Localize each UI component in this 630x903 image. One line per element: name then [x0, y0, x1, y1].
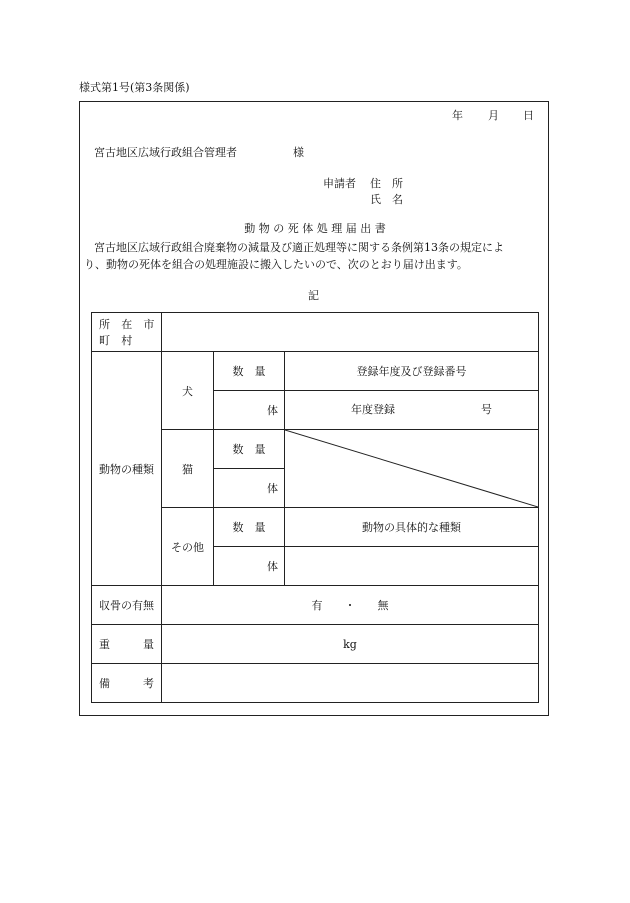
registration-year-label: 年度登録: [351, 403, 395, 416]
bone-collection-choice[interactable]: 有 ・ 無: [162, 586, 539, 625]
row-bone-collection: [92, 586, 539, 625]
registration-header: 登録年度及び登録番号: [285, 352, 539, 391]
row-municipality: [92, 313, 539, 352]
document-title: 動 物 の 死 体 処 理 届 出 書: [244, 222, 386, 235]
other-label: その他: [162, 508, 214, 586]
bone-collection-label: 収骨の有無: [92, 586, 162, 625]
weight-input[interactable]: kg: [162, 625, 539, 664]
cat-quantity-label: 数 量: [214, 430, 285, 469]
other-count-unit[interactable]: 体: [214, 547, 285, 586]
body-line-2: り、動物の死体を組合の処理施設に搬入したいので、次のとおり届け出ます。: [84, 258, 468, 271]
body-line-1: 宮古地区広域行政組合廃棄物の減量及び適正処理等に関する条例第13条の規定によ: [94, 241, 504, 254]
dog-count-unit[interactable]: 体: [214, 391, 285, 430]
diagonal-line: [285, 430, 538, 507]
row-dog-quantity: [92, 352, 539, 391]
date-year: 年: [452, 109, 463, 122]
remarks-input[interactable]: [162, 664, 539, 703]
specific-type-header: 動物の具体的な種類: [285, 508, 539, 547]
remarks-label: 備 考: [92, 664, 162, 703]
other-quantity-label: 数 量: [214, 508, 285, 547]
cat-diagonal-cell: [285, 430, 539, 508]
specific-type-input[interactable]: [285, 547, 539, 586]
date-day: 日: [523, 109, 534, 122]
row-weight: [92, 625, 539, 664]
registration-number-label: 号: [481, 403, 492, 416]
date-month: 月: [488, 109, 499, 122]
municipality-label: 所 在 市 町 村: [92, 313, 162, 352]
addressee-name: 宮古地区広域行政組合管理者: [94, 146, 237, 159]
form-number-label: 様式第1号(第3条関係): [79, 81, 190, 94]
dog-quantity-label: 数 量: [214, 352, 285, 391]
applicant-name-label: 氏 名: [370, 193, 403, 206]
weight-label: 重 量: [92, 625, 162, 664]
cat-count-unit[interactable]: 体: [214, 469, 285, 508]
row-remarks: [92, 664, 539, 703]
dog-label: 犬: [162, 352, 214, 430]
animal-type-label: 動物の種類: [92, 352, 162, 586]
municipality-input[interactable]: [162, 313, 539, 352]
applicant-address-label: 住 所: [370, 177, 403, 190]
addressee-honorific: 様: [293, 146, 304, 159]
ki-label: 記: [308, 289, 319, 302]
cat-label: 猫: [162, 430, 214, 508]
applicant-title: 申請者: [323, 177, 356, 190]
registration-number-cell[interactable]: [285, 391, 539, 430]
application-table: [91, 312, 539, 703]
